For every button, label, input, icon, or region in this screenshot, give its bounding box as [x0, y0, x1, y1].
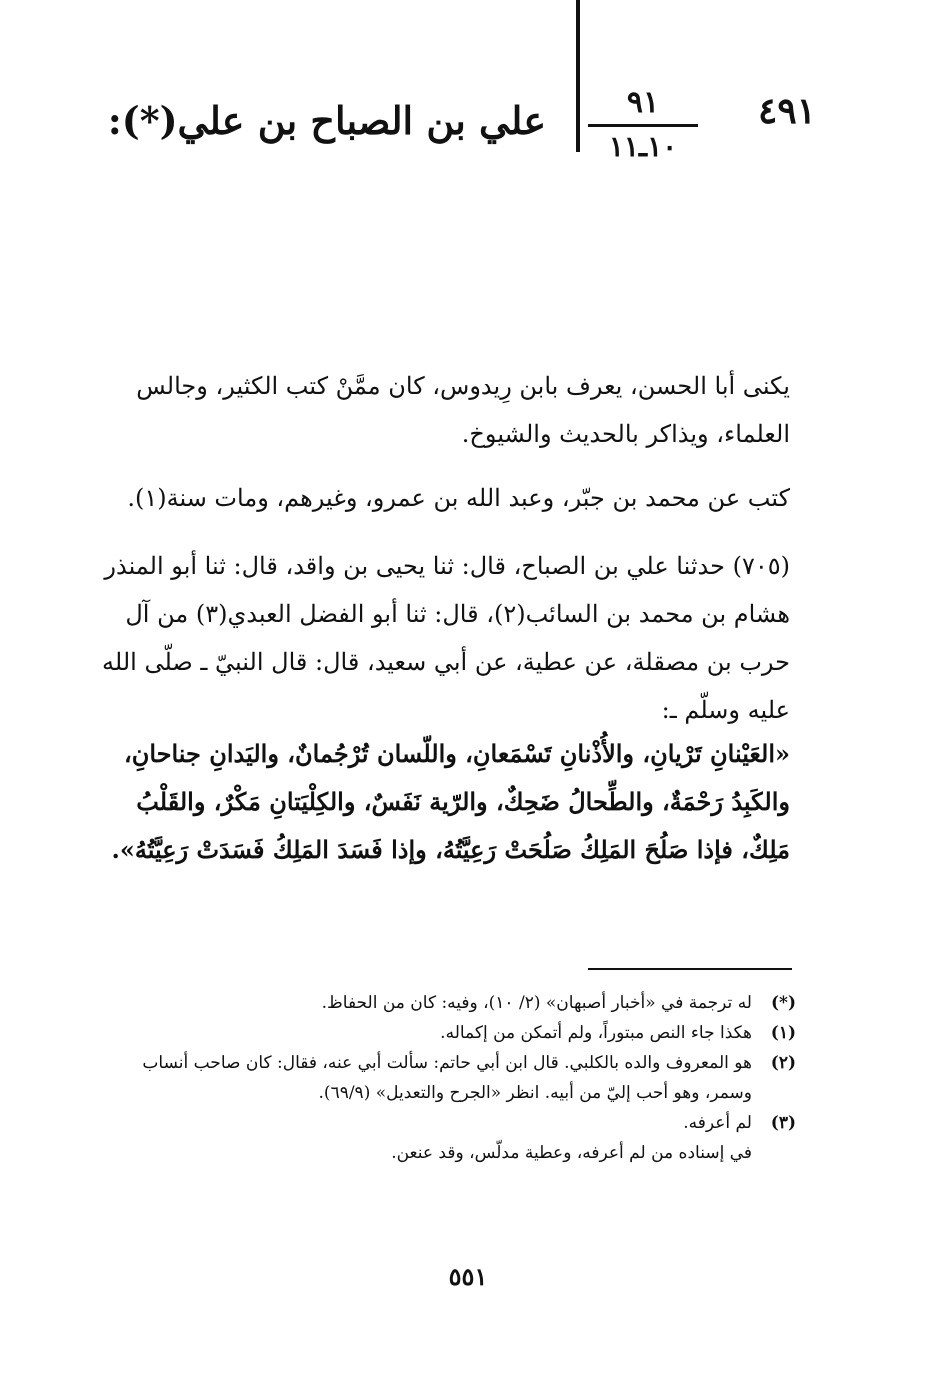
- entry-title: علي بن الصباح بن علي(*):: [107, 98, 546, 143]
- footnote-mark: (*): [771, 993, 796, 1013]
- fraction-bottom: ١٠ـ١١: [608, 130, 678, 163]
- footnote-text: لم أعرفه.: [683, 1113, 752, 1133]
- footnote-mark: (١): [770, 1023, 796, 1043]
- volume-fraction: [588, 86, 698, 163]
- footnote-text: هو المعروف والده بالكلبي. قال ابن أبي حاتم: سألت أبي عنه، فقال: كان صاحب أنساب وسمر، وهو أحب إليّ من أبيه. انظر «الجرح والتعديل» (٦٩/٩).: [142, 1053, 752, 1103]
- footnote-separator: [588, 968, 792, 970]
- paragraph-biography: يكنى أبا الحسن، يعرف بابن رِيدوس، كان ممَّنْ كتب الكثير، وجالس العلماء، ويذاكر بالحديث والشيوخ.: [136, 372, 790, 448]
- entry-number: ٤٩١: [757, 90, 816, 132]
- paragraph-teachers: كتب عن محمد بن جبّر، وعبد الله بن عمرو، وغيرهم، ومات سنة(١).: [127, 484, 790, 512]
- fraction-line: [588, 124, 698, 127]
- footnotes: [90, 988, 796, 1168]
- footnote-mark: (٢): [770, 1053, 796, 1073]
- footnote-mark: (٣): [770, 1113, 796, 1133]
- footnote-text: له ترجمة في «أخبار أصبهان» (٢/ ١٠)، وفيه: كان من الحفاظ.: [321, 993, 752, 1013]
- page-number: ٥٥١: [448, 1262, 488, 1291]
- footnote-item: [90, 988, 796, 1018]
- footnote-continuation: في إسناده من لم أعرفه، وعطية مدلّس، وقد عنعن.: [391, 1143, 752, 1163]
- footnote-text: هكذا جاء النص مبتوراً، ولم أتمكن من إكماله.: [440, 1023, 752, 1043]
- paragraph-hadith-text: «العَيْنانِ تَرْيانِ، والأُذْنانِ تَسْمَعانِ، واللّسان تُرْجُمانٌ، واليَدانِ جناحانِ، والكَبِدُ رَحْمَةٌ، والطِّحالُ ضَحِكٌ، والرّية نَفَسٌ، والكِلْيَتانِ مَكْرٌ، والقَلْبُ مَلِكٌ، فإذا صَلُحَ المَلِكُ صَلُحَتْ رَعِيَّتُهُ، وإذا فَسَدَ المَلِكُ فَسَدَتْ رَعِيَّتُهُ».: [111, 739, 790, 864]
- footnote-item: [90, 1108, 796, 1138]
- header-divider: [576, 0, 580, 152]
- fraction-top: ٩١: [626, 85, 660, 120]
- footnote-item: [90, 1048, 796, 1108]
- footnote-item: [90, 1018, 796, 1048]
- paragraph-isnad: (٧٠٥) حدثنا علي بن الصباح، قال: ثنا يحيى بن واقد، قال: ثنا أبو المنذر هشام بن محمد بن السائب(٢)، قال: ثنا أبو الفضل العبدي(٣) من آل حرب بن مصقلة، عن عطية، عن أبي سعيد، قال: قال النبيّ ـ صلّى الله عليه وسلّم ـ:: [102, 552, 790, 724]
